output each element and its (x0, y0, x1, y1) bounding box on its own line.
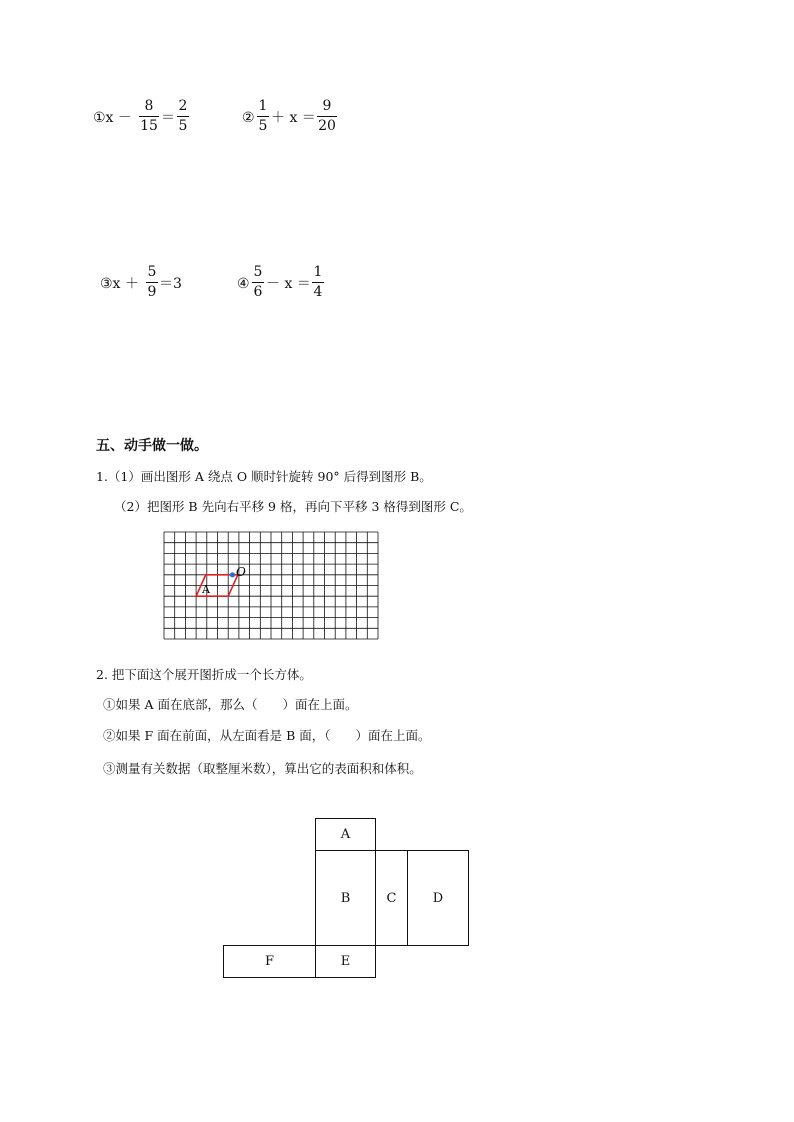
equation-4-label: ④ (237, 276, 250, 292)
question-2-part-b: ②如果 F 面在前面，从左面看是 B 面，（ ）面在上面。 (103, 728, 431, 743)
grid-figure (163, 531, 381, 641)
equation-1 (93, 98, 203, 138)
shape-a-label: A (202, 583, 210, 596)
equation-3 (100, 264, 210, 304)
question-1-part-2: （2）把图形 B 先向右平移 9 格，再向下平移 3 格得到图形 C。 (114, 499, 472, 514)
section-title: 五、动手做一做。 (96, 438, 208, 454)
net-face-e: E (315, 945, 376, 978)
net-face-f: F (223, 945, 316, 978)
fraction: 8 15 (140, 98, 158, 134)
net-face-a: A (315, 818, 376, 851)
fraction: 5 6 (253, 264, 263, 300)
net-face-d: D (407, 850, 469, 946)
equation-3-lhs: ③x ＋ (100, 276, 139, 292)
fraction: 1 4 (313, 264, 323, 300)
point-o-label: O (236, 565, 246, 579)
fraction: 2 5 (178, 98, 188, 134)
equation-2 (242, 98, 362, 138)
net-face-b: B (315, 850, 376, 946)
fraction: 1 5 (258, 98, 268, 134)
fraction: 5 9 (147, 264, 157, 300)
equation-4 (237, 264, 347, 304)
question-2-part-a: ①如果 A 面在底部，那么（ ）面在上面。 (103, 697, 358, 712)
equation-1-lhs: ①x － (93, 110, 132, 126)
equation-3-rhs: ＝3 (159, 276, 182, 292)
net-face-c: C (375, 850, 408, 946)
question-2-part-c: ③测量有关数据（取整厘米数），算出它的表面积和体积。 (103, 761, 422, 776)
equals-sign: ＝ (161, 110, 175, 126)
question-1-part-1: 1.（1）画出图形 A 绕点 O 顺时针旋转 90° 后得到图形 B。 (96, 469, 432, 484)
point-o (230, 572, 235, 577)
equation-4-mid: － x ＝ (266, 276, 311, 292)
question-2-title: 2. 把下面这个展开图折成一个长方体。 (96, 667, 312, 682)
grid-lines (164, 532, 378, 639)
fraction: 9 20 (318, 98, 336, 134)
equation-2-label: ② (242, 110, 255, 126)
equation-2-mid: ＋ x ＝ (271, 110, 316, 126)
